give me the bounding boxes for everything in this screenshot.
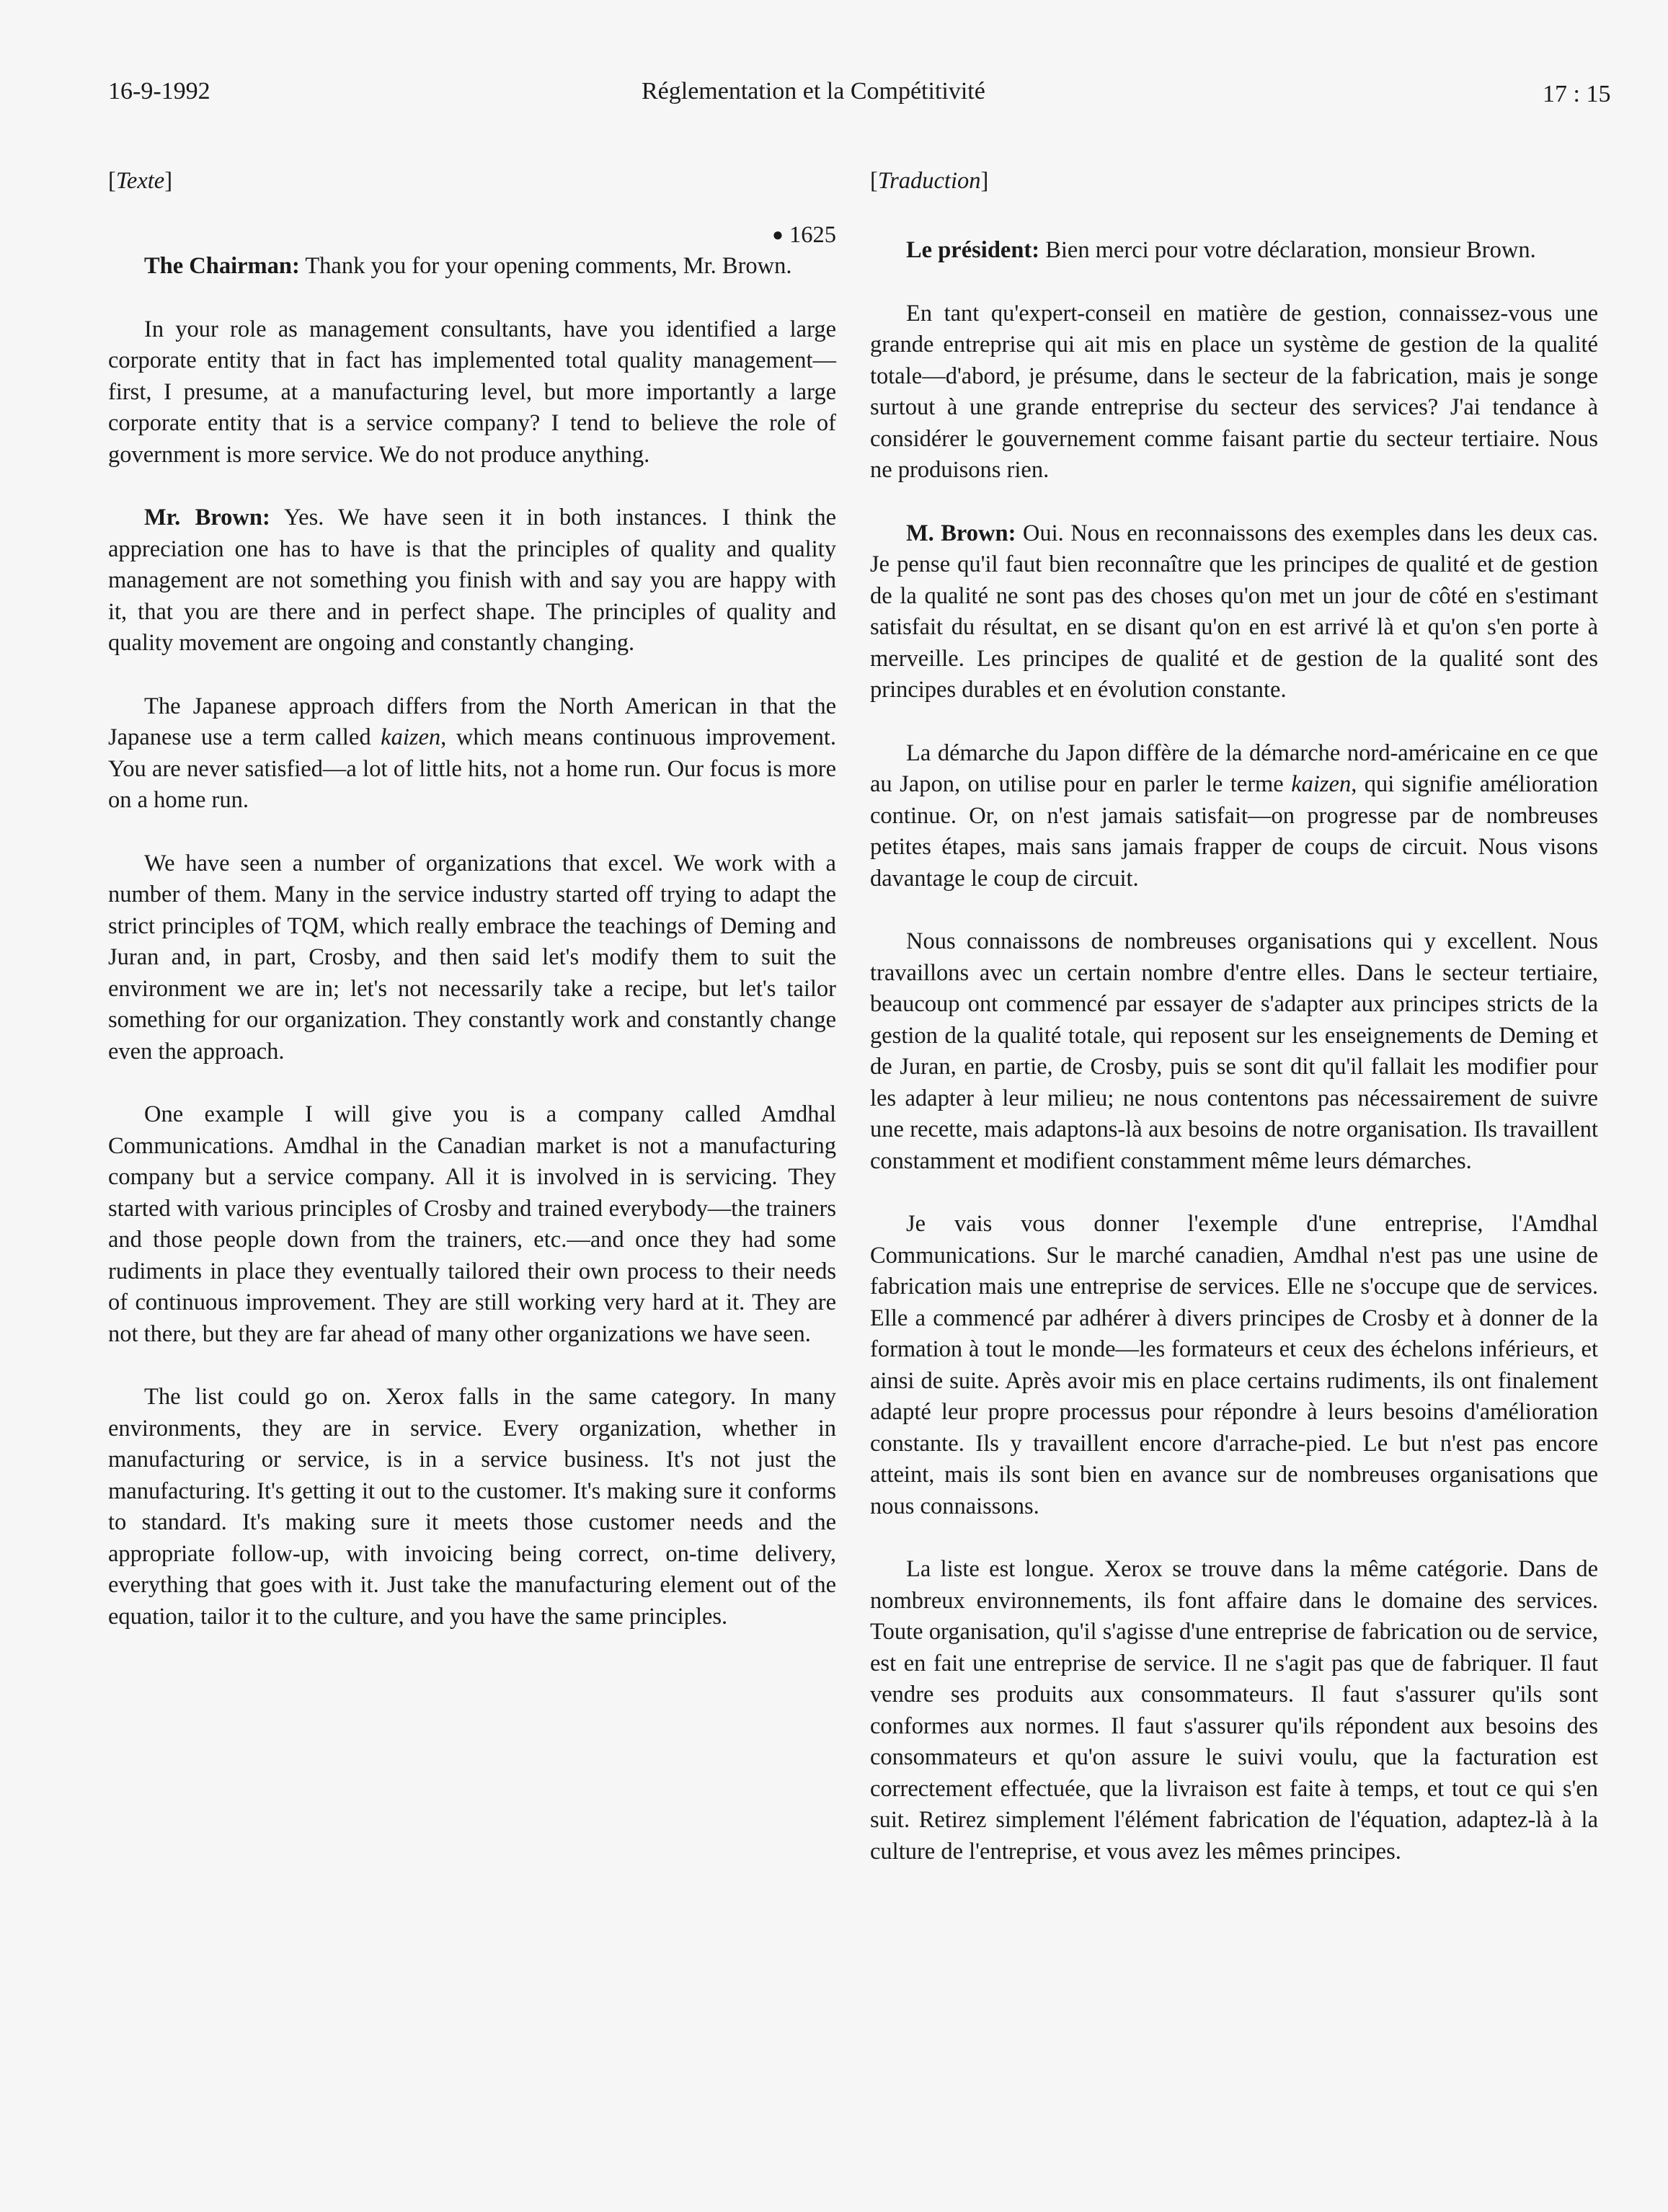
header-page-number: 17 : 15 <box>1543 81 1611 107</box>
paragraph <box>108 848 836 1068</box>
paragraph-text: The list could go on. Xerox falls in the same category. In many environments, they are in service. Every organization, whether in manufacturing or service, is in a service business. It's not just the manufacturing. It's getting it out to the customer. It's making sure it conforms to standard. It's making sure it meets those customer needs and the appropriate follow-up, with invoicing being correct, on-time delivery, everything that goes with it. Just take the manufacturing element out of the equation, tailor it to the culture, and you have the same principles. <box>108 1384 836 1630</box>
paragraph-text: One example I will give you is a company called Amdhal Communications. Amdhal in the Canadian market is not a manufacturing company but a service company. All it is involved in is servicing. They started with various principles of Crosby and trained everybody—the trainers and those people down from the trainers, etc.—and once they had some rudiments in place they eventually tailored their own process to their needs of continuous improvement. They are still working very hard at it. They are not there, but they are far ahead of many other organizations we have seen. <box>108 1101 836 1347</box>
french-column <box>870 166 1598 1899</box>
italic-term: kaizen <box>1291 771 1352 797</box>
paragraph-text: Oui. Nous en reconnaissons des exemples dans les deux cas. Je pense qu'il faut bien reconnaître que les principes de qualité et de gestion de la qualité ne sont pas des choses qu'on met un jour de côté en s'estimant satisfait du résultat, en se disant qu'on en est arrivé là et qu'on s'en porte à merveille. Les principes de qualité et de gestion de la qualité sont des principes durables et en évolution constante. <box>870 520 1599 703</box>
paragraph <box>870 518 1598 706</box>
bullet-icon: ● <box>772 224 784 245</box>
italic-term: kaizen <box>381 724 441 750</box>
speaker-name: M. Brown: <box>906 520 1016 546</box>
paragraph-text: En tant qu'expert-conseil en matière de gestion, connaissez-vous une grande entreprise qui ait mis en place un système de gestion de la qualité totale—d'abord, je présume, dans le secteur de la fabrication, mais je songe surtout à une grande entreprise du secteur des services? J'ai tendance à considérer le gouvernement comme faisant partie du secteur tertiaire. Nous ne produisons rien. <box>870 300 1598 483</box>
paragraph-text: Nous connaissons de nombreuses organisations qui y excellent. Nous travaillons avec un certain nombre d'entre elles. Dans le secteur tertiaire, beaucoup ont commencé par essayer de s'adapter aux principes stricts de la gestion de la qualité totale, qui reposent sur les enseignements de Deming et de Juran, en partie, de Crosby, puis se sont dit qu'il fallait les modifier pour les adapter à leur milieu; ne nous contentons pas nécessairement de suivre une recette, mais adaptons-là aux besoins de notre organisation. Ils travaillent constamment et modifient constamment même leurs démarches. <box>870 928 1598 1174</box>
english-column <box>108 166 836 1664</box>
timestamp <box>108 219 836 251</box>
speaker-name: Le président: <box>906 237 1040 263</box>
paragraph <box>108 251 836 283</box>
paragraph <box>108 502 836 659</box>
paragraph-text: Yes. We have seen it in both instances. I think the appreciation one has to have is that the principles of quality and quality management are not something you finish with and say you are happy with it, that you are there and in perfect shape. The principles of quality and quality movement are ongoing and constantly changing. <box>108 505 836 656</box>
speaker-name: The Chairman: <box>144 253 300 279</box>
header-date: 16-9-1992 <box>108 78 210 105</box>
column-tag-label: Texte <box>115 168 165 194</box>
paragraph-text: La liste est longue. Xerox se trouve dans la même catégorie. Dans de nombreux environnements, ils font affaire dans le domaine des services. Toute organisation, qu'il s'agisse d'une entreprise de fabrication ou de service, est en fait une entreprise de service. Il ne s'agit pas que de fabriquer. Il faut vendre ses produits aux consommateurs. Il faut s'assurer qu'ils sont conformes aux normes. Il faut s'assurer qu'ils répondent aux besoins des consommateurs et qu'on assure le suivi voulu, que la facturation est correctement effectuée, que la livraison est faite à temps, et tout ce qui s'en suit. Retirez simplement l'élément fabrication de l'équation, adaptez-là à la culture de l'entreprise, et vous avez les mêmes principes. <box>870 1556 1598 1865</box>
header-title: Réglementation et la Compétitivité <box>642 78 985 105</box>
paragraph <box>870 298 1598 487</box>
paragraph <box>108 1382 836 1633</box>
paragraph <box>870 235 1598 267</box>
paragraph <box>870 1554 1598 1867</box>
page-header <box>108 78 1668 121</box>
paragraph <box>870 1209 1598 1522</box>
paragraph-text: We have seen a number of organizations that excel. We work with a number of them. Many in the service industry started off trying to adapt the strict principles of TQM, which really embrace the teachings of Deming and Juran and, in part, Crosby, and then said let's modify them to suit the environment we are in; let's not necessarily take a recipe, but let's tailor something for our organization. They constantly work and constantly change even the approach. <box>108 850 836 1065</box>
paragraph-text: La démarche du Japon diffère de la démarche nord-américaine en ce que au Japon, on utilise pour en parler le terme <box>870 739 1598 797</box>
paragraph-text: , qui signifie amélioration continue. Or, on n'est jamais satisfait—on progresse par de nombreuses petites étapes, mais sans jamais frapper de coups de circuit. Nous visons davantage le coup de circuit. <box>870 771 1598 892</box>
paragraph-text: , which means continuous improvement. You are never satisfied—a lot of little hits, not a home run. Our focus is more on a home run. <box>108 724 836 813</box>
timestamp-value: 1625 <box>789 222 836 248</box>
speaker-name: Mr. Brown: <box>144 505 270 530</box>
column-tag: [Traduction] <box>870 168 989 194</box>
paragraph-text: The Japanese approach differs from the North American in that the Japanese use a term called <box>108 693 836 750</box>
column-tag: [Texte] <box>108 168 173 194</box>
paragraph-text: Bien merci pour votre déclaration, monsieur Brown. <box>1045 237 1536 263</box>
paragraph <box>870 738 1598 895</box>
paragraph <box>108 1099 836 1350</box>
paragraph <box>108 314 836 471</box>
column-tag-label: Traduction <box>877 168 981 194</box>
paragraph-text: Thank you for your opening comments, Mr. Brown. <box>305 253 792 279</box>
paragraph-text: Je vais vous donner l'exemple d'une entreprise, l'Amdhal Communications. Sur le marché canadien, Amdhal n'est pas une usine de fabrication mais une entreprise de services. Elle ne s'occupe que de services. Elle a commencé par adhérer à divers principes de Crosby et à donner de la formation à tout le monde—les formateurs et ceux des échelons inférieurs, et ainsi de suite. Après avoir mis en place certains rudiments, ils ont finalement adapté leur propre processus pour répondre à leurs besoins d'amélioration constante. Ils y travaillent encore d'arrache-pied. Le but n'est pas encore atteint, mais ils sont bien en avance sur de nombreuses organisations que nous connaissons. <box>870 1211 1598 1519</box>
paragraph-text: In your role as management consultants, have you identified a large corporate entity that in fact has implemented total quality management—first, I presume, at a manufacturing level, but more importantly a large corporate entity that is a service company? I tend to believe the role of government is more service. We do not produce anything. <box>108 316 836 468</box>
paragraph <box>108 691 836 817</box>
paragraph <box>870 926 1598 1177</box>
